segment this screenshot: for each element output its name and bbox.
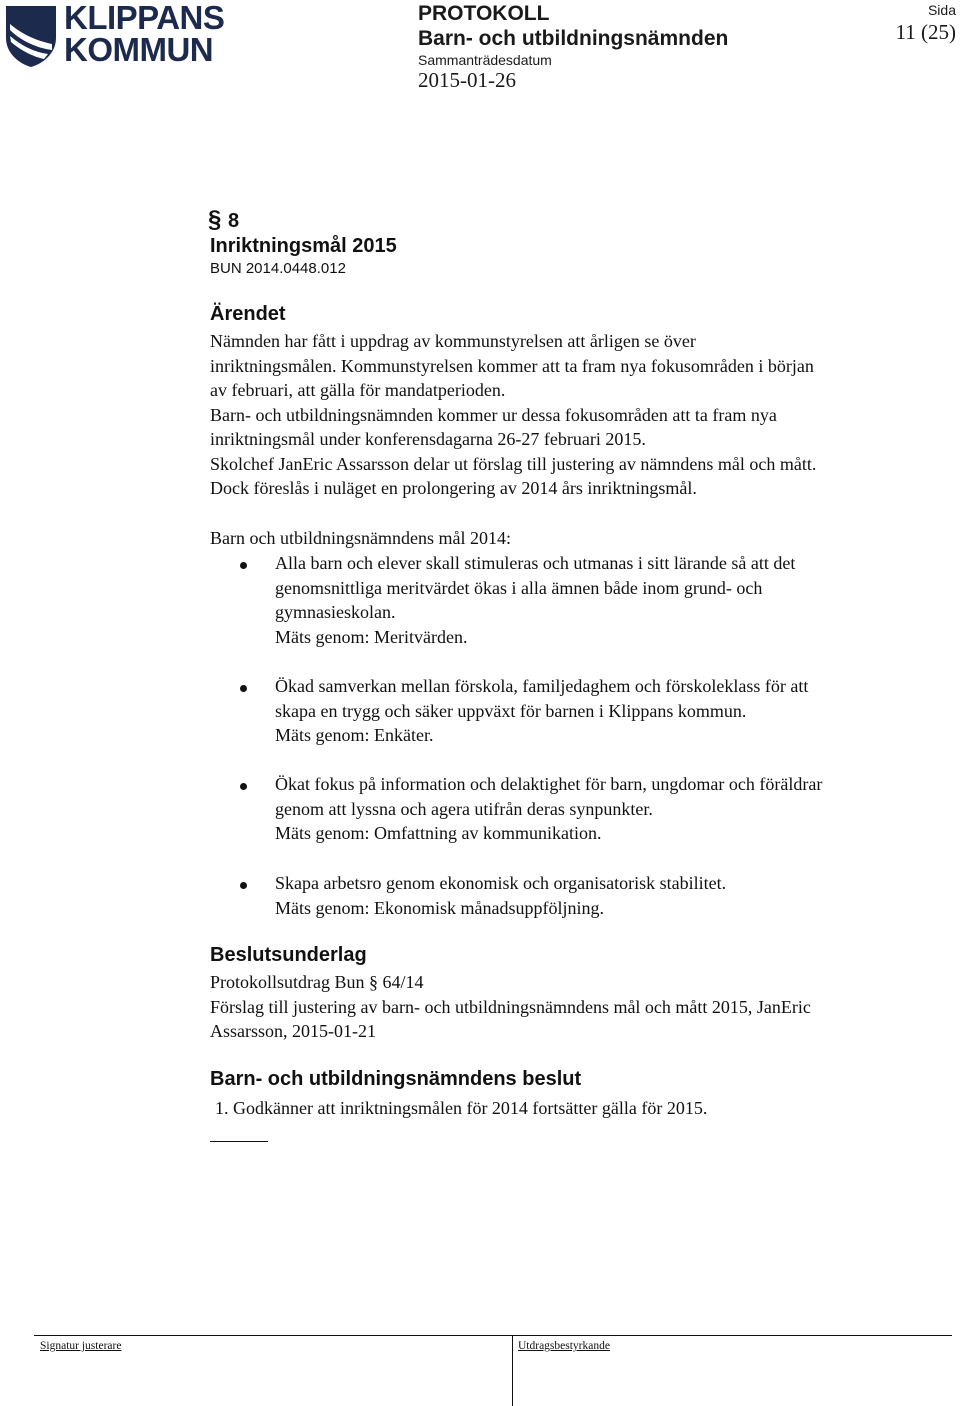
goal-line: genom att lyssna och agera utifrån deras synpunkter. (275, 798, 653, 819)
section-number: 8 (228, 210, 240, 232)
arendet-body (210, 329, 816, 501)
logo-line-2: KOMMUN (64, 31, 214, 68)
bullet-icon (240, 882, 247, 889)
goal-line: Ökat fokus på information och delaktighet för barn, ungdomar och föräldrar (275, 774, 823, 794)
end-rule (210, 1141, 268, 1142)
klippans-kommun-logo (4, 0, 225, 68)
arendet-line: Skolchef JanEric Assarsson delar ut förslag till justering av nämndens mål och mått. (210, 453, 817, 474)
goal-line: Mäts genom: Omfattning av kommunikation. (275, 823, 602, 843)
page-label: Sida (927, 2, 956, 18)
extract-certification-label: Utdragsbestyrkande (518, 1340, 610, 1352)
arendet-line: av februari, att gälla för mandatperioden. (210, 380, 506, 400)
goals-intro: Barn och utbildningsnämndens mål 2014: (210, 528, 511, 548)
arendet-line: Dock föreslås i nuläget en prolongering av 2014 års inriktningsmål. (210, 478, 697, 498)
beslut-heading: Barn- och utbildningsnämndens beslut (210, 1068, 582, 1090)
arendet-heading: Ärendet (210, 303, 286, 325)
goal-line: gymnasieskolan. (275, 602, 396, 622)
beslutsunderlag-line: Förslag till justering av barn- och utbildningsnämndens mål och mått 2015, JanEric (210, 996, 811, 1017)
beslutsunderlag-body (210, 970, 811, 1044)
logo-line-1: KLIPPANS (64, 0, 225, 36)
goal-item (275, 772, 822, 846)
case-reference: BUN 2014.0448.012 (210, 260, 346, 277)
arendet-line: Barn- och utbildningsnämnden kommer ur dessa fokusområden att ta fram nya (210, 404, 777, 425)
arendet-line: inriktningsmål under konferensdagarna 26-27 februari 2015. (210, 429, 646, 449)
arendet-line: inriktningsmålen. Kommunstyrelsen kommer att ta fram nya fokusområden i början (210, 355, 814, 376)
meeting-date-label: Sammanträdesdatum (418, 52, 552, 68)
signature-label: Signatur justerare (40, 1340, 122, 1352)
goal-line: Mäts genom: Meritvärden. (275, 626, 468, 647)
bullet-icon (240, 562, 247, 569)
goal-item (275, 551, 795, 649)
goal-line: skapa en trygg och säker uppväxt för barnen i Klippans kommun. (275, 700, 747, 721)
footer-rule (34, 1335, 952, 1336)
beslutsunderlag-heading: Beslutsunderlag (210, 944, 367, 966)
paragraph-sign: § (208, 206, 222, 233)
goal-item (275, 674, 808, 748)
page-number: 11 (25) (895, 20, 956, 44)
goal-line: Ökad samverkan mellan förskola, familjedaghem och förskoleklass för att (275, 676, 809, 696)
arendet-line: Nämnden har fått i uppdrag av kommunstyrelsen att årligen se över (210, 331, 696, 351)
goal-line: Mäts genom: Ekonomisk månadsuppföljning. (275, 897, 604, 918)
goal-item (275, 871, 726, 920)
municipality-shield-icon (4, 4, 60, 68)
goal-line: genomsnittliga meritvärdet ökas i alla ämnen både inom grund- och (275, 577, 763, 598)
beslutsunderlag-line: Protokollsutdrag Bun § 64/14 (210, 972, 424, 992)
bullet-icon (240, 685, 247, 692)
board-name: Barn- och utbildningsnämnden (418, 27, 729, 50)
goal-line: Skapa arbetsro genom ekonomisk och organisatorisk stabilitet. (275, 873, 727, 893)
beslutsunderlag-line: Assarsson, 2015-01-21 (210, 1021, 376, 1041)
goal-line: Alla barn och elever skall stimuleras och utmanas i sitt lärande så att det (275, 553, 796, 573)
goal-line: Mäts genom: Enkäter. (275, 725, 434, 745)
beslut-item: 1. Godkänner att inriktningsmålen för 2014 fortsätter gälla för 2015. (215, 1098, 708, 1118)
bullet-icon (240, 783, 247, 790)
footer-divider (512, 1335, 513, 1406)
document-type: PROTOKOLL (418, 2, 550, 25)
logo-wordmark (64, 2, 224, 66)
section-title: Inriktningsmål 2015 (210, 235, 397, 257)
meeting-date: 2015-01-26 (418, 68, 516, 92)
